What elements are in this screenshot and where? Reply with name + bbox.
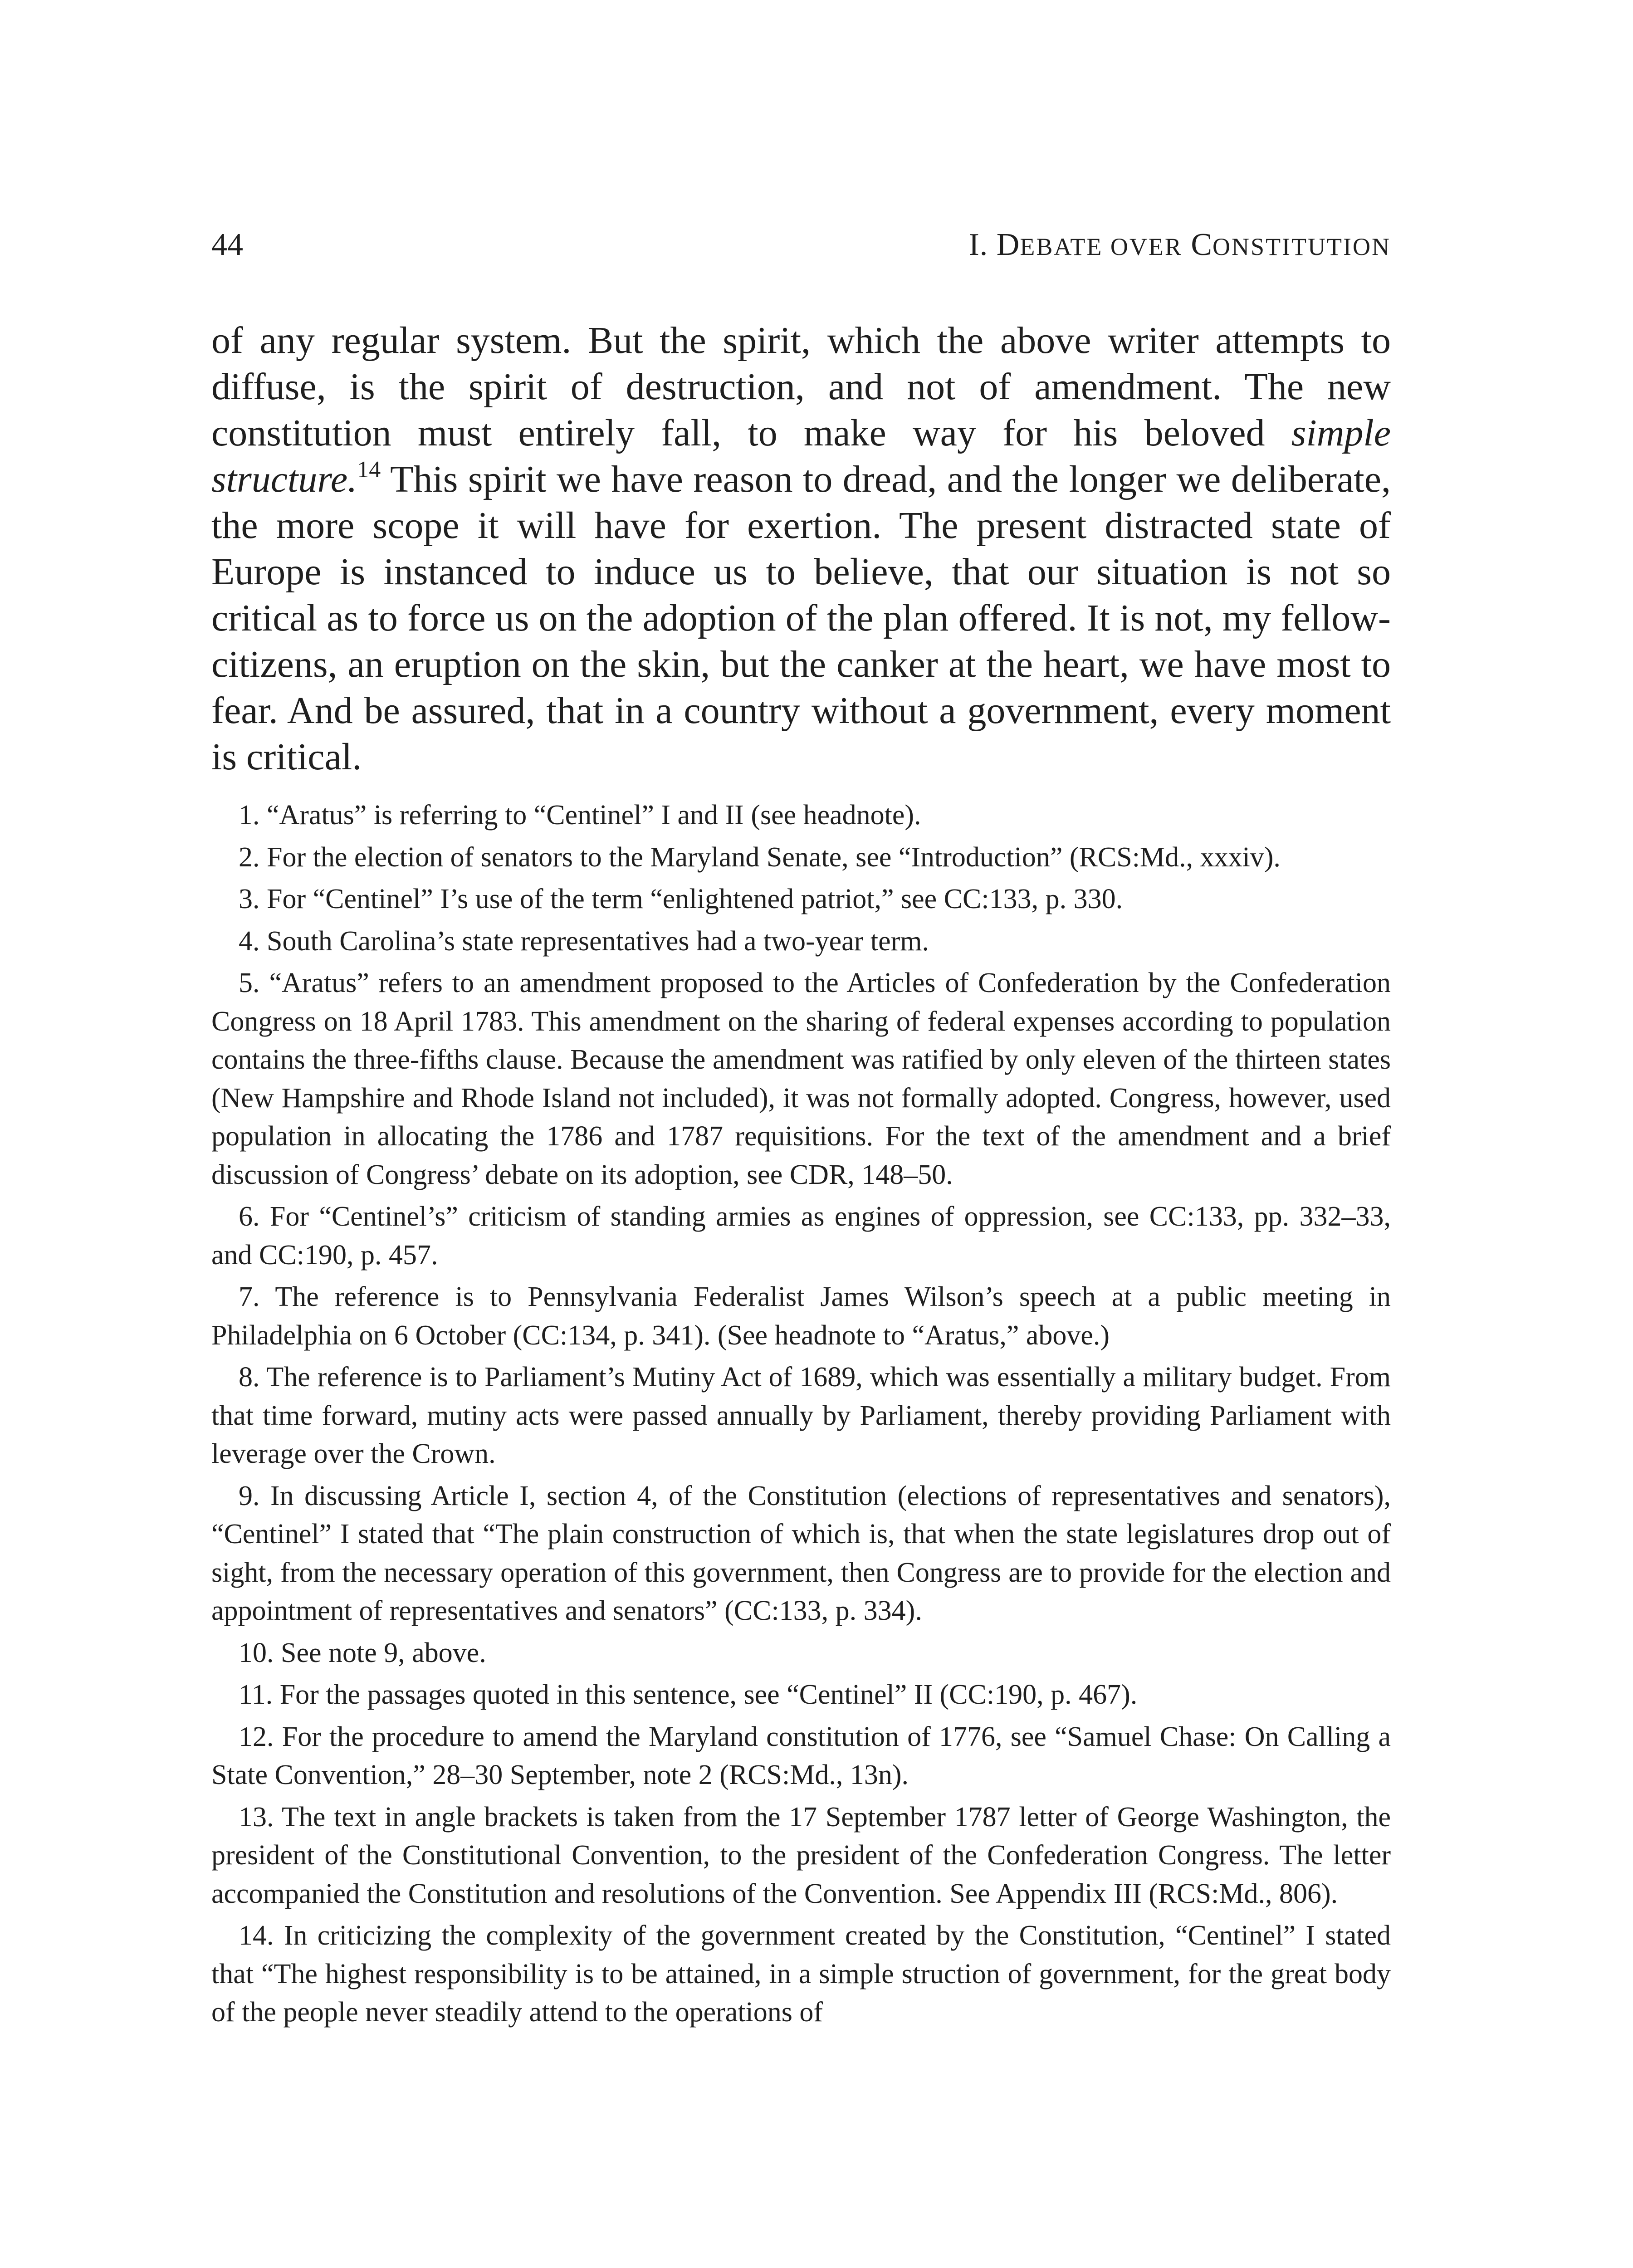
footnote-8: 8. The reference is to Parliament’s Mutiny Act of 1689, which was essentially a military budget. From that time forward, mutiny acts were passed annually by Parliament, thereby providing Parliament with leverage over the Crown. — [211, 1362, 1391, 1469]
footnote-4: 4. South Carolina’s state representatives had a two-year term. — [239, 925, 929, 957]
footnotes — [211, 796, 1391, 2035]
body-text-end: This spirit we have reason to dread, and the longer we deliberate, the more scope it will have for exertion. The present distracted state of Europe is instanced to induce us to believe, that our situation is not so critical as to force us on the adoption of the plan offered. It is not, my fellow-citizens, an eruption on the skin, but the canker at the heart, we have most to fear. And be assured, that in a country without a government, every moment is critical. — [211, 458, 1391, 778]
body-paragraph — [211, 318, 1391, 780]
footnote-reference: 14 — [357, 457, 381, 483]
footnote-10: 10. See note 9, above. — [239, 1637, 486, 1668]
running-title-cap-2: C — [1191, 227, 1213, 262]
footnote-2: 2. For the election of senators to the Maryland Senate, see “Introduction” (RCS:Md., xxxiv). — [239, 841, 1281, 873]
footnote-5: 5. “Aratus” refers to an amendment proposed to the Articles of Confederation by the Confederation Congress on 18 April 1783. This amendment on the sharing of federal expenses according to population contains the three-fifths clause. Because the amendment was ratified by only eleven of the thirteen states (New Hampshire and Rhode Island not included), it was not formally adopted. Congress, however, used population in allocating the 1786 and 1787 requisitions. For the text of the amendment and a brief discussion of Congress’ debate on its adoption, see CDR, 148–50. — [211, 968, 1391, 1190]
footnote-14: 14. In criticizing the complexity of the government created by the Constitution, “Centinel” I stated that “The highest responsibility is to be attained, in a simple struction of government, for the great body of the people never steadily attend to the operations of — [211, 1920, 1391, 2028]
footnote-9: 9. In discussing Article I, section 4, of the Constitution (elections of representatives and senators), “Centinel” I stated that “The plain construction of which is, that when the state legislatures drop out of sight, from the necessary operation of this government, then Congress are to provide for the election and appointment of representatives and senators” (CC:133, p. 334). — [211, 1480, 1391, 1626]
running-title-roman: I. — [968, 227, 988, 262]
footnote-13: 13. The text in angle brackets is taken from the 17 September 1787 letter of George Washington, the president of the Constitutional Convention, to the president of the Confederation Congress. The letter accompanied the Constitution and resolutions of the Convention. See Appendix III (RCS:Md., 806). — [211, 1801, 1391, 1909]
italic-phrase: simple structure. — [211, 412, 1391, 500]
footnote-6: 6. For “Centinel’s” criticism of standing armies as engines of oppression, see CC:133, pp. 332–33, and CC:190, p. 457. — [211, 1201, 1391, 1271]
footnote-7: 7. The reference is to Pennsylvania Federalist James Wilson’s speech at a public meeting in Philadelphia on 6 October (CC:134, p. 341). (See headnote to “Aratus,” above.) — [211, 1281, 1391, 1351]
running-title-cap-1: D — [996, 227, 1020, 262]
body-text-start: of any regular system. But the spirit, which the above writer attempts to diffuse, is the spirit of destruction, and not of amendment. The new constitution must entirely fall, to make way for his beloved — [211, 319, 1391, 454]
footnote-1: 1. “Aratus” is referring to “Centinel” I and II (see headnote). — [239, 800, 921, 831]
running-title-smallcaps-2: ONSTITUTION — [1213, 233, 1391, 260]
running-title-smallcaps-1: EBATE OVER — [1020, 233, 1183, 260]
footnote-11: 11. For the passages quoted in this sentence, see “Centinel” II (CC:190, p. 467). — [239, 1679, 1138, 1710]
footnote-12: 12. For the procedure to amend the Maryland constitution of 1776, see “Samuel Chase: On Calling a State Convention,” 28–30 September, note 2 (RCS:Md., 13n). — [211, 1721, 1391, 1790]
running-title — [968, 218, 1391, 274]
running-head — [211, 218, 1391, 272]
main-text — [211, 318, 1391, 780]
footnote-3: 3. For “Centinel” I’s use of the term “enlightened patriot,” see CC:133, p. 330. — [239, 884, 1123, 914]
page-number: 44 — [211, 227, 243, 262]
